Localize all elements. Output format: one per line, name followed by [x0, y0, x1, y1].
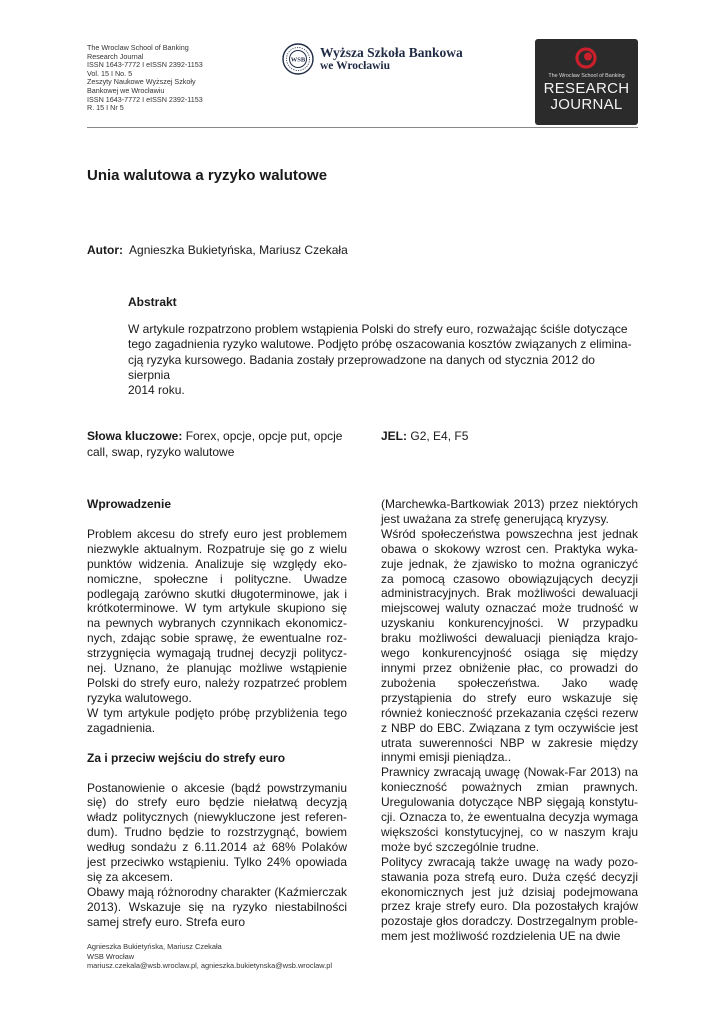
journal-school-name: The Wroclaw School of Banking: [548, 73, 625, 79]
keywords-list: Forex, opcje, opcje put, opcje call, swap, ryzyko walutowe: [87, 429, 343, 459]
meta-line: Vol. 15 I No. 5: [87, 68, 133, 78]
paragraph: Problem akcesu do strefy euro jest problemem niezwykle aktualnym. Rozpatruje się go z wielu punktów widzenia. Analizuje się względy ekonomiczne, społeczne i polityczne. Uwadze podlegają zarówno skutki długoterminowe, jak i krótkoterminowe. W tym artykule skupiono się na pewnych wybranych czynnikach ekonomicznych, zdając sobie sprawę, że ewentualne rozstrzygnięcia wymagają trudnej decyzji politycznej. Uznano, że planując możliwe wstąpienie Polski do strefy euro, należy rozpatrzeć problem ryzyka walutowego.: [87, 526, 347, 705]
journal-title-line2: JOURNAL: [550, 96, 623, 113]
abstract-line: tego zagadnienia ryzyko walutowe. Podjęto próbę oszacowania kosztów związanych z elimina-: [128, 337, 632, 352]
university-city: we Wrocławiu: [320, 60, 390, 72]
paragraph: Obawy mają różnorodny charakter (Kaźmierczak 2013). Wskazuje się na ryzyko niestabilności samej strefy euro. Strefa euro: [87, 884, 347, 929]
footer-emails: mariusz.czekala@wsb.wroclaw.pl, agnieszka.bukietynska@wsb.wroclaw.pl: [87, 961, 333, 971]
keywords-label: Słowa kluczowe:: [87, 429, 183, 443]
abstract-heading: Abstrakt: [128, 295, 177, 309]
abstract-line: W artykule rozpatrzono problem wstąpienia Polski do strefy euro, rozważając ściśle dotyczące: [128, 322, 628, 336]
paragraph: Prawnicy zwracają uwagę (Nowak-Far 2013) na konieczność poważnych zmian prawnych. Uregulowania dotyczące NBP sięgają konstytucji. Oznacza to, że ewentualna decyzja wymaga większości konstytucyjnej, co w naszym kraju może być szczególnie trudne.: [381, 765, 638, 854]
author-names: Agnieszka Bukietyńska, Mariusz Czekała: [129, 243, 348, 257]
wsb-emblem-icon: [282, 43, 314, 75]
emblem-text: WSB: [290, 56, 306, 64]
paragraph: W tym artykule podjęto próbę przybliżenia tego zagadnienia.: [87, 705, 347, 735]
meta-line: Zeszyty Naukowe Wyższej Szkoły: [87, 77, 196, 87]
paragraph: Politycy zwracają także uwagę na wady pozostawania poza strefą euro. Duża część decyzji ekonomicznych jest już dzisiaj podejmowana przez kraje strefy euro. Dla pozostałych krajów pozostaje głos doradczy. Dostrzegalnym problemem jest możliwość rozdzielenia UE na dwie: [381, 854, 638, 944]
meta-line: ISSN 1643-7772 I eISSN 2392-1153: [87, 60, 203, 70]
footer-affiliation: WSB Wrocław: [87, 951, 135, 961]
jel-label: JEL:: [381, 429, 408, 443]
footer-author-info: [87, 942, 332, 971]
jel-codes: [381, 429, 468, 443]
university-logo: [282, 43, 482, 77]
research-journal-badge: [535, 39, 638, 125]
section-heading-pros-cons: Za i przeciw wejściu do strefy euro: [87, 750, 286, 765]
jel-list: G2, E4, F5: [410, 429, 469, 443]
university-name: Wyższa Szkoła Bankowa: [320, 45, 463, 60]
footer-authors: Agnieszka Bukietyńska, Mariusz Czekała: [87, 942, 222, 951]
meta-line: The Wroclaw School of Banking: [87, 43, 189, 52]
paragraph: Wśród społeczeństwa powszechna jest jednak obawa o skokowy wzrost cen. Praktyka wykazuje jednak, że zjawisko to można ograniczyć za pomocą czasowo obowiązujących decyzji administracyjnych. Brak możliwości dewaluacji miejscowej waluty oznaczać może trudność w uzyskaniu konkurencyjności. W przypadku braku możliwości dewaluacji pieniądza krajowego konkurencyjność osiąga się między innymi przez obniżenie płac, co prowadzi do zubożenia społeczeństwa. Jako wadę przystąpienia do strefy euro wskazuje się również konieczność przekazania części rezerw z NBP do EBC. Związana z tym oczywiście jest utrata suwerenności NBP w zakresie między innymi emisji pieniądza..: [381, 526, 638, 765]
journal-metadata: [87, 44, 203, 113]
paragraph: (Marchewka-Bartkowiak 2013) przez niektórych jest uważana za strefę generującą kryzysy.: [381, 497, 638, 526]
journal-title-line1: RESEARCH: [543, 80, 630, 97]
author-label: Autor:: [87, 243, 123, 257]
abstract-line: 2014 roku.: [128, 383, 185, 398]
abstract-text: [128, 322, 638, 398]
section-heading-introduction: Wprowadzenie: [87, 497, 172, 511]
meta-line: Bankowej we Wrocławiu: [87, 85, 165, 95]
meta-line: R. 15 I Nr 5: [87, 103, 124, 113]
right-column: [381, 497, 638, 944]
journal-circle-icon: [575, 47, 597, 69]
abstract-line: cją ryzyka kursowego. Badania zostały przeprowadzone na danych od stycznia 2012 do sierpnia: [128, 352, 595, 382]
keywords: [87, 429, 349, 460]
header-divider: [87, 127, 638, 128]
paragraph: Postanowienie o akcesie (bądź powstrzymaniu się) do strefy euro będzie niełatwą decyzją władz politycznych (niewykluczone jest referendum). Trudno będzie to rozstrzygnąć, bowiem według sondażu z 6.11.2014 aż 68% Polaków jest przeciwko wstąpieniu. Tylko 24% opowiada się za akcesem.: [87, 780, 347, 884]
author-line: [87, 243, 348, 257]
left-column: [87, 497, 347, 930]
meta-line: ISSN 1643-7772 I eISSN 2392-1153: [87, 94, 203, 104]
meta-line: Research Journal: [87, 51, 144, 61]
journal-title: [535, 81, 638, 113]
article-title: Unia walutowa a ryzyko walutowe: [87, 167, 328, 184]
